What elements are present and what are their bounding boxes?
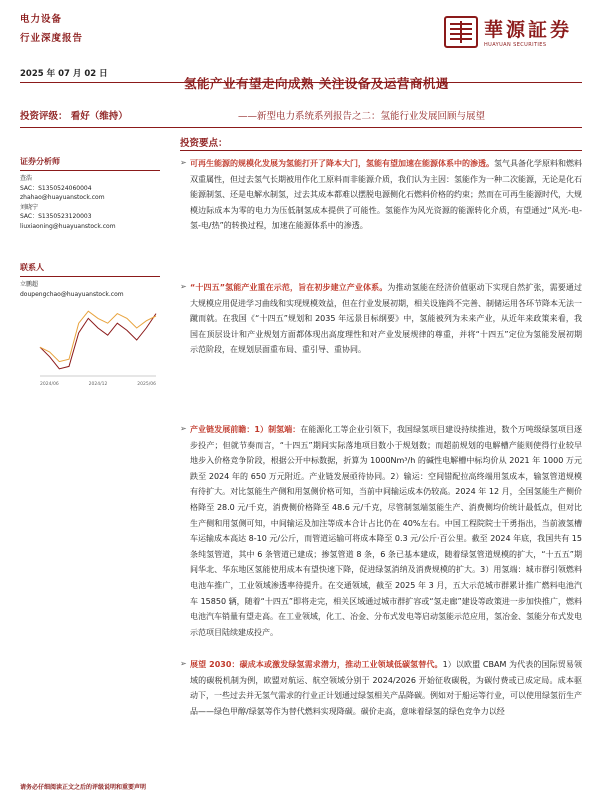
key-point-body: 在能源化工等企业引领下，我国绿氢项目建设持续推进，数个万吨级绿氢项目逐步投产；但就节奏而言，“十四五”期间实际落地项目数小于规划数；而超前规划的电解槽产能则使得行业较早地步入价格竞争阶段，根据公开中标数据，折算为 1000Nm³/h 的碱性电解槽中标均价从 2021 年 1000 万元跌至 2024 年的 650 万元附近。产业链发展亟待协同。2）输运：空间错配拉高终端用氢成本，输氢管道规模有待扩大。对比氢能生产侧和用氢侧价格可知，当前中间输运成本仍较高。2024 年 12 月，全国氢能生产侧价格降至 28.0 元/千克，消费侧价格降至 48.6 元/千克，尽管制氢端氢能生产、消费侧均价统计最低点，但对比生产侧和用氢侧可知，中间输运及加注等成本合计占比仍在 40%左右。中国工程院院士干勇指出，当前液氢槽车运输成本高达 8-10 元/公斤，而管道运输可将成本降至 0.3 元/公斤·百公里。截至 2024 年底，我国共有 15 条纯氢管道，其中 6 条管道已建成；掺氢管道 8 条，6 条已基本建成，随着绿氢管道规模的扩大，“十五五”期间华北、华东地区氢能使用成本有望快速下降，促进绿氢消纳及消费规模的扩大。3）用氢端：城市群引领燃料电池车推广，工业领域渗透率待提升。在交通领域，截至 2025 年 3 月，五大示范城市群累计推广燃料电池汽车 15850 辆，随着“十四五”即将走完，相关区域通过城市群扩容或“氢走廊”建设等政策进一步加快推广，燃料电池汽车销量有望走高。在工业领域，化工、冶金、分布式发电等启动氢能示范应用，氢冶金、氢能分布式发电示范项目陆续建成投产。 [190, 425, 582, 637]
analyst-email[interactable]: liuxiaoning@huayuanstock.com [20, 222, 116, 230]
analysts-heading: 证券分析师 [20, 156, 60, 166]
bullet-icon: ➢ [180, 659, 187, 668]
contact-heading: 联系人 [20, 262, 44, 272]
company-logo [444, 14, 582, 56]
series-line-1 [40, 311, 156, 361]
analyst-sac: SAC：S1350523120003 [20, 213, 92, 220]
analyst-name: 刘晓宁 [20, 203, 39, 211]
market-performance-chart [26, 298, 160, 394]
key-point-lead: 可再生能源的规模化发展为氢能打开了降本大门，氢能有望加速在能源体系中的渗透。 [190, 159, 494, 168]
key-point-paragraph [190, 422, 582, 640]
contact-email[interactable]: doupengchao@huayuanstock.com [20, 290, 124, 298]
key-point-paragraph [190, 156, 582, 234]
key-point-body: 为推动氢能在经济价值驱动下实现自然扩张，需要通过大规模应用促进学习曲线和实现规模效益，但在行业发展初期，相关设施尚不完善、制储运用各环节降本无法一蹴而就。在我国《“十四五”规划和 2035 年远景目标纲要》中，氢能被列为未来产业，从近年来政策来看，我国在顶层设计和产业规划方面都体现出高度理性和对产业发展规律的尊重，并将“十四五”定位为氢能发展初期示范阶段，在规划层面重布局、重引导、重协同。 [190, 283, 583, 355]
x-tick-label: 2024/06 [40, 382, 59, 387]
analyst-sac: SAC：S1350524060004 [20, 184, 92, 192]
bullet-icon: ➢ [180, 282, 187, 291]
chart-svg [26, 298, 160, 394]
contact-card [20, 280, 124, 299]
logo-cn: 華源証券 [484, 19, 573, 41]
divider [20, 170, 160, 171]
contact-name: 立鹏超 [20, 281, 39, 288]
report-category-block [20, 10, 83, 48]
key-point-body: 1）以欧盟 CBAM 为代表的国际贸易领域的碳税机制为例，欧盟对航运、航空领域分别于 2024/2026 开始征收碳税，为碳付费或已成定局。成本驱动下，一些过去并无氢气需求的行业正计划通过绿氢相关产品降碳。例如对于船运等行业，可以使用绿氢衍生产品——绿色甲醇/绿氨等作为替代燃料实现降碳。碳价走高，意味着绿氢的绿色竞争力以经 [190, 660, 582, 716]
x-tick-label: 2025/06 [137, 382, 156, 387]
key-points-heading: 投资要点： [180, 138, 228, 149]
bullet-icon: ➢ [180, 158, 187, 167]
analyst-name: 查浩 [20, 175, 33, 182]
divider [180, 150, 582, 151]
investment-rating: 投资评级： 看好（维持） [20, 111, 128, 122]
analyst-card [20, 174, 116, 231]
report-type: 行业深度报告 [20, 33, 84, 44]
key-point-lead: 展望 2030：碳成本或激发绿氢需求潜力，推动工业领域低碳氢替代。 [190, 660, 443, 669]
footer-disclaimer: 请务必仔细阅读正文之后的评级说明和重要声明 [20, 784, 147, 791]
key-point-lead: “十四五”氢能产业重在示范，旨在初步建立产业体系。 [190, 283, 388, 292]
x-tick-label: 2024/12 [88, 382, 108, 387]
key-point-paragraph [190, 280, 582, 358]
bullet-icon: ➢ [180, 424, 187, 433]
report-title: 氢能产业有望走向成熟 关注设备及运营商机遇 [184, 76, 449, 91]
analyst-email[interactable]: zhahao@huayuanstock.com [20, 194, 105, 201]
series-line-0 [40, 314, 156, 369]
key-point-lead: 产业链发展前瞻：1）制氢端： [190, 425, 301, 434]
report-subtitle: ——新型电力系统系列报告之二：氢能行业发展回顾与展望 [238, 111, 486, 122]
key-point-paragraph [190, 657, 582, 719]
logo-en: HUAYUAN SECURITIES [484, 42, 547, 48]
report-category: 电力设备 [20, 14, 63, 25]
logo-seal-icon [444, 16, 478, 48]
report-date: 2025 年 07 月 02 日 [20, 69, 108, 79]
key-point-body: 氢气具备化学原料和燃料双重属性，但过去氢气长期被用作化工原料而非能源介质，我们认为主因：氢能作为一种二次能源，无论是化石能源制氢、还是电解水制氢，过去其成本都难以摆脱电源侧化石燃料价格的约束；然而在可再生能源时代，大规模边际成本为零的电力为压低制氢成本提供了可能性。氢能作为风光资源的能源转化介质，有望通过“风光-电-氢-电/热”的转换过程，加速在能源体系中的渗透。 [190, 159, 582, 231]
divider [20, 127, 582, 128]
divider [20, 276, 160, 277]
